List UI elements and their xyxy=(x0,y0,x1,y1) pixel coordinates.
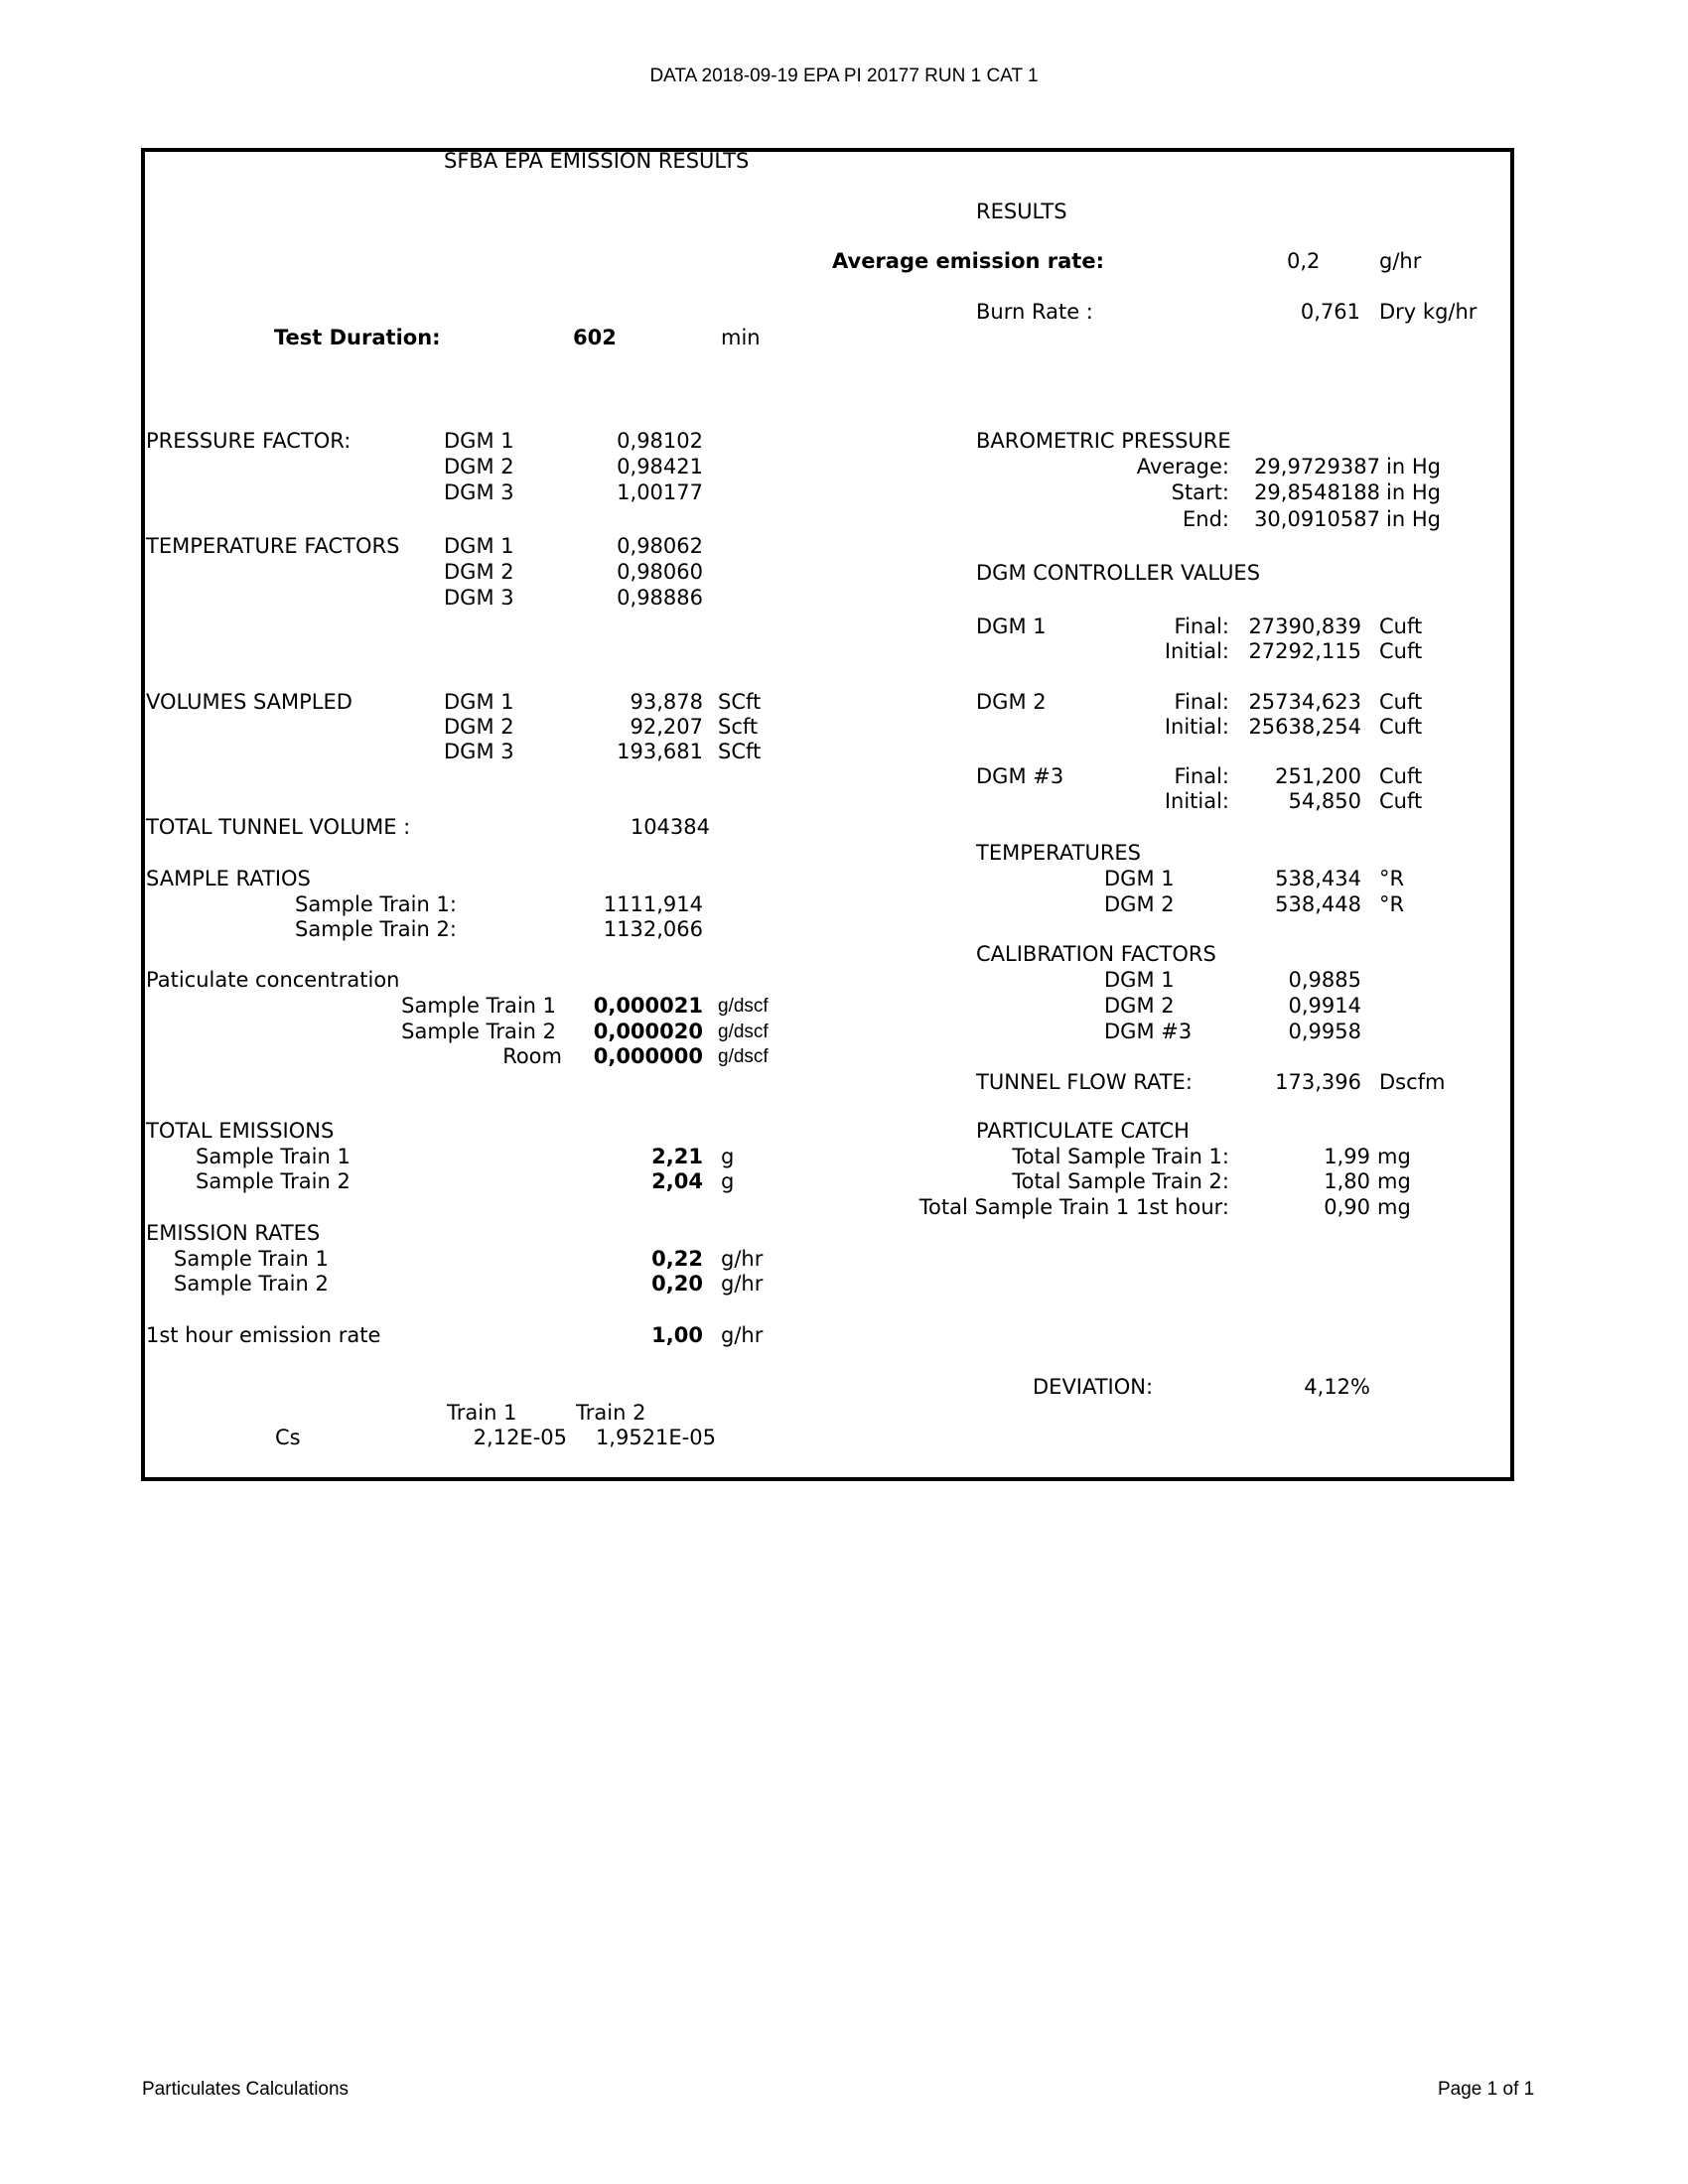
controller-unit: Cuft xyxy=(1379,715,1423,739)
sample-ratios-label: SAMPLE RATIOS xyxy=(146,867,311,890)
catch-row-unit: mg xyxy=(1377,1145,1411,1168)
concentration-label: Paticulate concentration xyxy=(146,968,400,992)
total-emissions-label: TOTAL EMISSIONS xyxy=(146,1119,335,1143)
first-hour-value: 1,00 xyxy=(651,1323,703,1347)
concentration-unit: g/dscf xyxy=(718,1022,769,1042)
cs-col-train2: Train 2 xyxy=(576,1401,646,1425)
pressure-factor-label: PRESSURE FACTOR: xyxy=(146,429,352,453)
volume-dgm-unit: SCft xyxy=(718,690,762,714)
temp-factor-dgm-value: 0,98886 xyxy=(617,586,703,610)
burn-rate-label: Burn Rate : xyxy=(976,300,1093,324)
first-hour-label: 1st hour emission rate xyxy=(146,1323,381,1347)
controller-initial-label: Initial: xyxy=(1164,789,1229,813)
barometric-row-unit: in Hg xyxy=(1386,455,1441,478)
pressure-dgm-name: DGM 1 xyxy=(444,429,514,453)
emission-rate-value: 0,20 xyxy=(651,1272,703,1296)
temperature-dgm-name: DGM 1 xyxy=(1104,867,1175,890)
total-emission-value: 2,21 xyxy=(651,1145,703,1168)
particulate-catch-label: PARTICULATE CATCH xyxy=(976,1119,1190,1143)
tunnel-volume-value: 104384 xyxy=(630,815,710,839)
tunnel-flow-label: TUNNEL FLOW RATE: xyxy=(976,1070,1193,1094)
report-title: SFBA EPA EMISSION RESULTS xyxy=(444,149,750,173)
temperature-dgm-value: 538,434 xyxy=(1275,867,1361,890)
temp-factor-dgm-name: DGM 2 xyxy=(444,560,514,584)
controller-unit: Cuft xyxy=(1379,639,1423,663)
total-emission-value: 2,04 xyxy=(651,1169,703,1193)
concentration-value: 0,000021 xyxy=(593,994,703,1018)
volume-dgm-unit: SCft xyxy=(718,740,762,763)
emission-rate-unit: g/hr xyxy=(721,1272,764,1296)
barometric-label: BAROMETRIC PRESSURE xyxy=(976,429,1231,453)
volume-dgm-value: 92,207 xyxy=(630,715,703,739)
pressure-dgm-value: 0,98421 xyxy=(617,455,703,478)
pressure-dgm-value: 1,00177 xyxy=(617,480,703,504)
catch-row-name: Total Sample Train 2: xyxy=(1012,1169,1229,1193)
calibration-dgm-name: DGM #3 xyxy=(1104,1020,1193,1043)
deviation-label: DEVIATION: xyxy=(1033,1375,1154,1399)
controller-initial-label: Initial: xyxy=(1164,639,1229,663)
cs-label: Cs xyxy=(275,1426,301,1449)
dgm-controller-label: DGM CONTROLLER VALUES xyxy=(976,561,1261,585)
concentration-value: 0,000020 xyxy=(593,1020,703,1043)
controller-initial-value: 54,850 xyxy=(1288,789,1361,813)
controller-final-label: Final: xyxy=(1174,764,1229,788)
barometric-row-name: End: xyxy=(1183,507,1229,531)
controller-unit: Cuft xyxy=(1379,764,1423,788)
tunnel-flow-value: 173,396 xyxy=(1275,1070,1361,1094)
concentration-name: Sample Train 2 xyxy=(401,1020,556,1043)
calibration-dgm-name: DGM 2 xyxy=(1104,994,1175,1018)
temperatures-label: TEMPERATURES xyxy=(976,841,1142,865)
concentration-unit: g/dscf xyxy=(718,996,769,1017)
footer-right: Page 1 of 1 xyxy=(1438,2079,1535,2100)
catch-row-unit: mg xyxy=(1377,1169,1411,1193)
catch-row-value: 1,80 xyxy=(1324,1169,1370,1193)
controller-final-value: 25734,623 xyxy=(1248,690,1361,714)
emission-rate-unit: g/hr xyxy=(721,1247,764,1271)
volume-dgm-name: DGM 1 xyxy=(444,690,514,714)
pressure-dgm-name: DGM 2 xyxy=(444,455,514,478)
catch-row-value: 0,90 xyxy=(1324,1195,1370,1219)
controller-final-value: 27390,839 xyxy=(1248,614,1361,638)
emission-rate-value: 0,22 xyxy=(651,1247,703,1271)
barometric-row-value: 30,0910587 xyxy=(1254,507,1380,531)
first-hour-unit: g/hr xyxy=(721,1323,764,1347)
volume-dgm-name: DGM 2 xyxy=(444,715,514,739)
temp-factor-dgm-name: DGM 1 xyxy=(444,534,514,558)
emission-rate-name: Sample Train 2 xyxy=(174,1272,329,1296)
controller-unit: Cuft xyxy=(1379,789,1423,813)
concentration-name: Sample Train 1 xyxy=(401,994,556,1018)
sample-ratio-value: 1111,914 xyxy=(603,892,703,916)
cs-train1-value: 2,12E-05 xyxy=(473,1426,567,1449)
controller-initial-label: Initial: xyxy=(1164,715,1229,739)
catch-row-unit: mg xyxy=(1377,1195,1411,1219)
deviation-value: 4,12% xyxy=(1304,1375,1370,1399)
controller-unit: Cuft xyxy=(1379,690,1423,714)
test-duration-value: 602 xyxy=(573,326,617,349)
emission-rates-label: EMISSION RATES xyxy=(146,1221,321,1245)
calibration-label: CALIBRATION FACTORS xyxy=(976,942,1216,966)
total-emission-name: Sample Train 1 xyxy=(196,1145,351,1168)
tunnel-volume-label: TOTAL TUNNEL VOLUME : xyxy=(146,815,411,839)
total-emission-unit: g xyxy=(721,1145,735,1168)
catch-row-value: 1,99 xyxy=(1324,1145,1370,1168)
volume-dgm-value: 93,878 xyxy=(630,690,703,714)
temperature-factors-label: TEMPERATURE FACTORS xyxy=(146,534,400,558)
barometric-row-value: 29,8548188 xyxy=(1254,480,1380,504)
test-duration-unit: min xyxy=(721,326,761,349)
barometric-row-unit: in Hg xyxy=(1386,480,1441,504)
calibration-dgm-value: 0,9914 xyxy=(1288,994,1361,1018)
concentration-value: 0,000000 xyxy=(593,1044,703,1068)
controller-final-label: Final: xyxy=(1174,690,1229,714)
concentration-unit: g/dscf xyxy=(718,1046,769,1067)
avg-emission-label: Average emission rate: xyxy=(832,249,1104,273)
cs-col-train1: Train 1 xyxy=(447,1401,517,1425)
barometric-row-name: Average: xyxy=(1136,455,1229,478)
avg-emission-unit: g/hr xyxy=(1379,249,1422,273)
calibration-dgm-name: DGM 1 xyxy=(1104,968,1175,992)
calibration-dgm-value: 0,9958 xyxy=(1288,1020,1361,1043)
volume-dgm-unit: Scft xyxy=(718,715,759,739)
burn-rate-unit: Dry kg/hr xyxy=(1379,300,1477,324)
cs-train2-value: 1,9521E-05 xyxy=(595,1426,716,1449)
temp-factor-dgm-value: 0,98060 xyxy=(617,560,703,584)
controller-final-label: Final: xyxy=(1174,614,1229,638)
controller-meter-name: DGM #3 xyxy=(976,764,1064,788)
total-emission-name: Sample Train 2 xyxy=(196,1169,351,1193)
controller-unit: Cuft xyxy=(1379,614,1423,638)
temp-factor-dgm-value: 0,98062 xyxy=(617,534,703,558)
controller-meter-name: DGM 2 xyxy=(976,690,1047,714)
volumes-sampled-label: VOLUMES SAMPLED xyxy=(146,690,352,714)
temperature-dgm-name: DGM 2 xyxy=(1104,892,1175,916)
temperature-dgm-unit: °R xyxy=(1379,867,1405,890)
temperature-dgm-value: 538,448 xyxy=(1275,892,1361,916)
volume-dgm-value: 193,681 xyxy=(617,740,703,763)
total-emission-unit: g xyxy=(721,1169,735,1193)
concentration-name: Room xyxy=(502,1044,562,1068)
burn-rate-value: 0,761 xyxy=(1300,300,1360,324)
barometric-row-name: Start: xyxy=(1171,480,1229,504)
pressure-dgm-value: 0,98102 xyxy=(617,429,703,453)
footer-left: Particulates Calculations xyxy=(142,2079,350,2100)
avg-emission-value: 0,2 xyxy=(1287,249,1321,273)
controller-final-value: 251,200 xyxy=(1275,764,1361,788)
catch-row-name: Total Sample Train 1: xyxy=(1012,1145,1229,1168)
barometric-row-unit: in Hg xyxy=(1386,507,1441,531)
controller-meter-name: DGM 1 xyxy=(976,614,1047,638)
test-duration-label: Test Duration: xyxy=(274,326,441,349)
volume-dgm-name: DGM 3 xyxy=(444,740,514,763)
sample-ratio-name: Sample Train 2: xyxy=(295,917,457,941)
emission-rate-name: Sample Train 1 xyxy=(174,1247,329,1271)
tunnel-flow-unit: Dscfm xyxy=(1379,1070,1446,1094)
catch-row-name: Total Sample Train 1 1st hour: xyxy=(918,1195,1229,1219)
page-header: DATA 2018-09-19 EPA PI 20177 RUN 1 CAT 1 xyxy=(649,66,1039,86)
calibration-dgm-value: 0,9885 xyxy=(1288,968,1361,992)
controller-initial-value: 27292,115 xyxy=(1248,639,1361,663)
barometric-row-value: 29,9729387 xyxy=(1254,455,1380,478)
results-heading: RESULTS xyxy=(976,200,1067,223)
temp-factor-dgm-name: DGM 3 xyxy=(444,586,514,610)
pressure-dgm-name: DGM 3 xyxy=(444,480,514,504)
sample-ratio-name: Sample Train 1: xyxy=(295,892,457,916)
controller-initial-value: 25638,254 xyxy=(1248,715,1361,739)
sample-ratio-value: 1132,066 xyxy=(603,917,703,941)
temperature-dgm-unit: °R xyxy=(1379,892,1405,916)
